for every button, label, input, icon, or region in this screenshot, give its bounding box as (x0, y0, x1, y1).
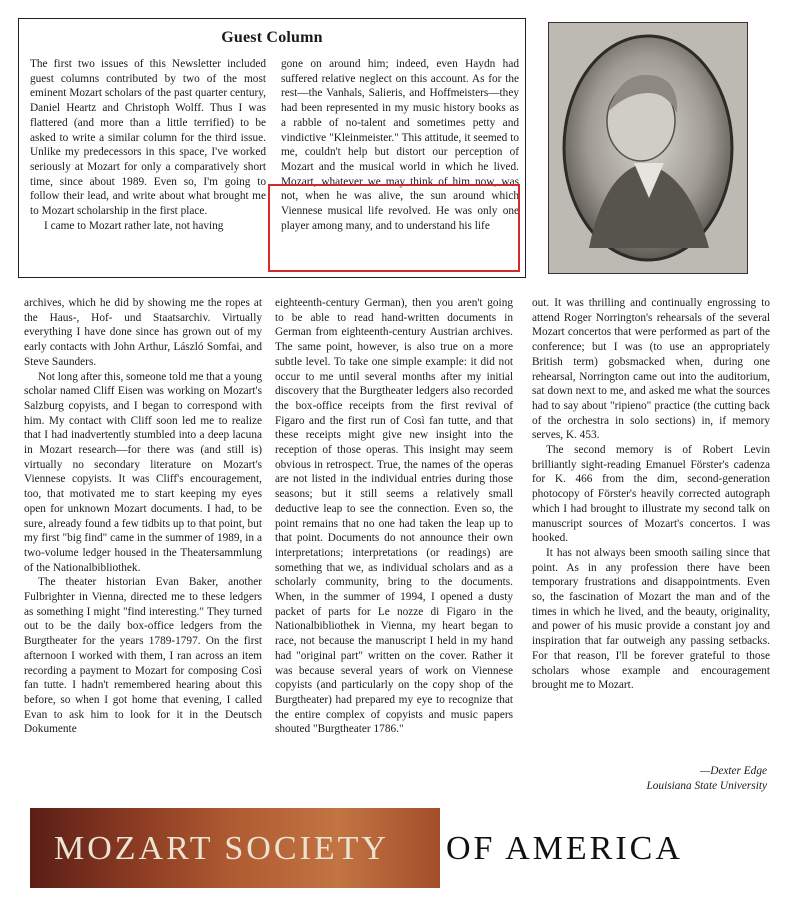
mozart-portrait-image (548, 22, 748, 274)
guest-column-col1 (30, 57, 266, 233)
banner-left-text: MOZART SOCIETY (54, 830, 389, 867)
article-paragraph: It has not always been smooth sailing since that point. As in any profession there have been temporary frustrations and disappointments. Even so, the fascination of Mozart the man and of the times in which he lived, and the beauty, originality, and power of his music provide a constant joy and inspiration that far outweigh any passing setbacks. For that reason, I'll be forever grateful to those scholars whose example and encouragement brought me to Mozart. (532, 546, 770, 692)
banner-right-text: OF AMERICA (446, 830, 683, 867)
article-column-2 (275, 296, 513, 737)
article-column-3 (532, 296, 770, 693)
signature-block (647, 764, 768, 794)
article-paragraph: archives, which he did by showing me the ropes at the Haus-, Hof- und Staatsarchiv. Virtually everything I have done since has grown out of my early contacts with John Arthur, László Somfai, and Steve Saunders. (24, 297, 262, 368)
portrait-engraving (549, 23, 747, 273)
article-paragraph: Not long after this, someone told me that a young scholar named Cliff Eisen was working on Mozart's Salzburg copyists, and I began to correspond with him. My contact with Cliff soon led me to realize that I had inadvertently stumbled into a deep lacuna in Mozart research—for there was (and still is) virtually no secondary literature on Mozart's Viennese copyists. It was Cliff's encouragement, too, that motivated me to start keeping my eyes open for unknown Mozart documents. I had, to be sure, already found a few tidbits up to that point, but my first "big find" came in the summer of 1989, in a two-volume ledger housed in the Theatersammlung of the Nationalbibliothek. (24, 370, 263, 574)
guest-column-box (18, 18, 526, 278)
article-paragraph: The theater historian Evan Baker, another Fulbrighter in Vienna, directed me to these ledgers as something I might "find interesting." They turned out to be the daily box-office ledgers from the Burgtheater for the years 1789-1797. On the first afternoon I worked with them, I ran across an item recording a payment to Mozart for composing Così fan tutte. I hadn't remembered hearing about this before, so when I got home that evening, I called Evan to ask him to look for it in the Deutsch Dokumente (24, 576, 262, 736)
signature-name: —Dexter Edge (700, 765, 767, 777)
guest-column-col2 (281, 57, 519, 233)
signature-affiliation: Louisiana State University (646, 780, 767, 792)
society-banner (30, 808, 440, 888)
article-paragraph: out. It was thrilling and continually engrossing to attend Roger Norrington's rehearsals of the several Mozart concertos that were performed as part of the conference; but I was (to use an appropriately British term) gobsmacked when, during one rehearsal, Norrington came out into the auditorium, sat down next to me, and asked me what the sources had to say about "ripieno" practice (the cutting back of the orchestra in solo sections) in, if memory serves, K. 453. (532, 297, 770, 442)
guest-column-paragraph: The first two issues of this Newsletter included guest columns contributed by two of the most eminent Mozart scholars of the past quarter century, Daniel Heartz and Christoph Wolff. Thus I was flattered (and more than a little terrified) to be asked to write a similar column for the third issue. Unlike my predecessors in this space, I've worked seriously at Mozart for only a comparatively short time, since about 1989. Even so, I'm going to follow their lead, and write about what brought me to Mozart scholarship in the first place. (30, 58, 266, 218)
guest-column-paragraph: gone on around him; indeed, even Haydn had suffered relative neglect on this account. As for the rest—the Vanhals, Salieris, and Hoffmeisters—they had been represented in my music history books as a rabble of no-talent and sometimes petty and vindictive "Kleinmeister." This attitude, it seemed to me, couldn't help but distort our perception of Mozart and the musical world in which he lived. Mozart, whatever we may think of him now, was not, when he was alive, the sun around which Viennese musical life revolved. He was only one player among many, and to understand his life (281, 58, 519, 232)
article-paragraph: The second memory is of Robert Levin brilliantly sight-reading Emanuel Förster's cadenza for K. 466 from the dim, second-generation photocopy of Förster's heavily corrected autograph which I had brought to illustrate my second talk on manuscript sources of Mozart's concertos. I was hooked. (532, 444, 770, 545)
guest-column-title: Guest Column (221, 29, 323, 46)
article-column-1 (24, 296, 262, 737)
guest-column-paragraph: I came to Mozart rather late, not having (44, 219, 224, 232)
article-paragraph: eighteenth-century German), then you aren't going to be able to read hand-written documents in German from eighteenth-century Austrian archives. The same point, however, is also true on a more subtle level. To take one simple example: it did not occur to me until several months after my initial discovery that the Burgtheater ledgers also recorded the box-office receipts from the first revival of Figaro and the first run of Così fan tutte, and that these receipts might give new insight into the reception of those operas. This insight may seem obvious in retrospect. True, the names of the operas are not listed in the individual entries during those seasons; but it still seems a relatively small deductive leap to see the connection. Even so, the point remains that no one had taken the leap up to that point. Documents do not announce their own interpretations; interpretations (or readings) are something that we, as individual scholars and as a scholarly community, bring to the documents. When, in the summer of 1994, I opened a dusty packet of parts for Le nozze di Figaro in the Nationalbibliothek in Vienna, my heart began to race, not because the manuscript I held in my hand had "original part" written on the cover. Rather it was because several years of work on Viennese copyists (and particularly on the copy shop of the Burgtheater) had prepared my eye to recognize that the entire complex of copyists and music papers shouted "Burgtheater 1786." (275, 297, 513, 736)
